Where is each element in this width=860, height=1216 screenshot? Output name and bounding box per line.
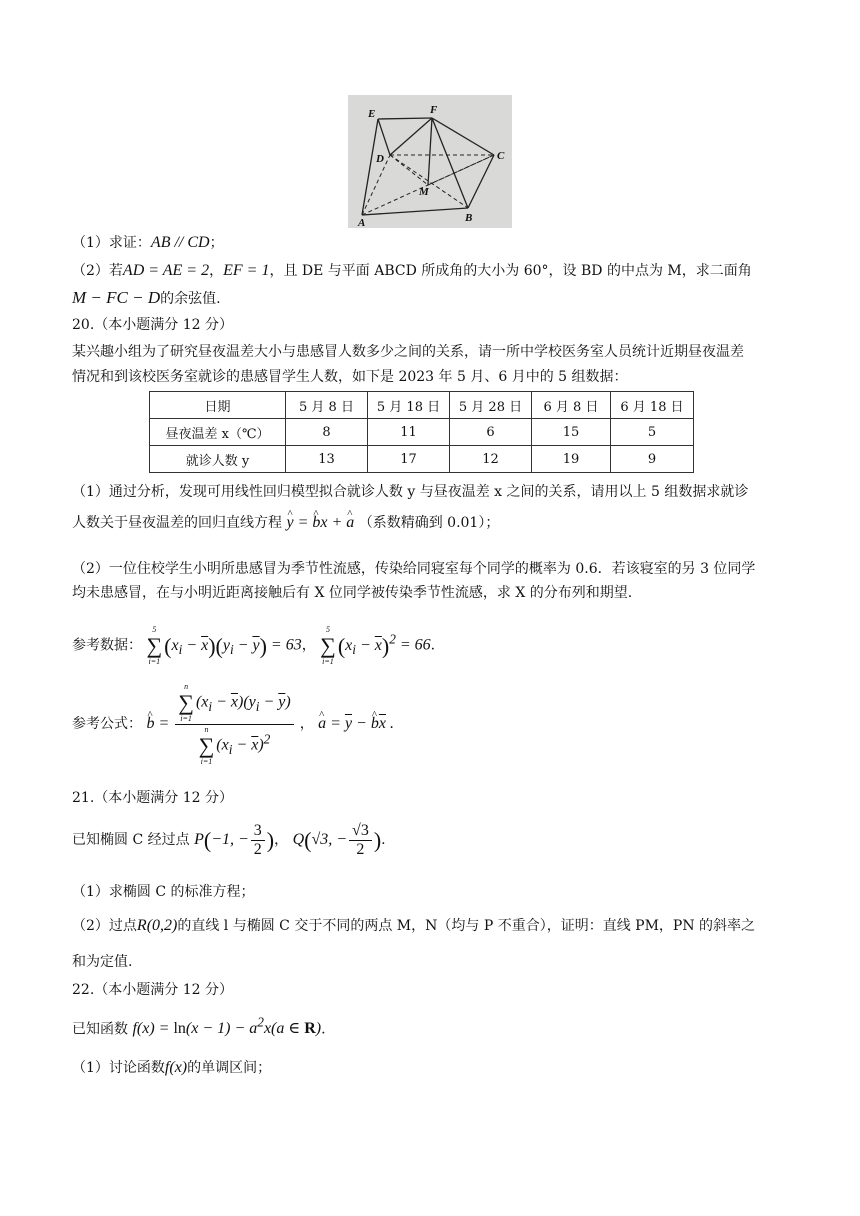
q19-part2-line2: M − FC − D的余弦值. (72, 288, 221, 307)
q20-part1-line1: （1）通过分析，发现可用线性回归模型拟合就诊人数 y 与昼夜温差 x 之间的关系，请用以上 5 组数据求就诊 (72, 484, 749, 500)
table-cell: 5 月 28 日 (450, 392, 532, 419)
reference-formula: 参考公式： ^ b = n ∑ i=1 $(x_i - \overline{x})(y_i - \overline{y})$ n ∑ i=1 $(x_i - \overline{x})^2$ ， ^ $a = \overline{y}$ − ^ $b\overline{x}$ . (72, 682, 394, 767)
label-A: A (358, 217, 366, 228)
regression-equation: ^ y = ^ bx + ^ a (286, 514, 354, 531)
table-cell: 5 月 18 日 (368, 392, 450, 419)
row-label: 昼夜温差 x（℃） (150, 419, 286, 446)
table-cell: 9 (611, 446, 694, 473)
q20-part2-line2: 均未患感冒，在与小明近距离接触后有 X 位同学被传染季节性流感，求 X 的分布列和期望. (72, 585, 633, 601)
q20-part1-line2: 人数关于昼夜温差的回归直线方程 ^ y = ^ bx + ^ a （系数精确到 0.01）； (72, 513, 499, 533)
point-Q: Q(√3, − $\frac{√3}{2}$ ) (292, 822, 382, 858)
table-row-temp (150, 419, 694, 446)
q20-intro-line1: 某兴趣小组为了研究昼夜温差大小与患感冒人数多少之间的关系，请一所中学校医务室人员统计近期昼夜温差 (72, 344, 744, 360)
q21-part2-line2: 和为定值. (72, 954, 133, 970)
table-cell: 5 (611, 419, 694, 446)
q21-part2-line1: （2）过点R(0,2)的直线 l 与椭圆 C 交于不同的两点 M，N（均与 P 不重合），证明：直线 PM，PN 的斜率之 (72, 917, 756, 934)
table-cell: 19 (532, 446, 611, 473)
sum-expression-1: 5 ∑ i=1 $(x_i - \overline{x})(y_i - \overline{y})$ (146, 625, 267, 666)
table-cell: 13 (286, 446, 368, 473)
table-cell: 12 (450, 446, 532, 473)
table-row-dates (150, 392, 694, 419)
label-M: M (419, 186, 429, 198)
q21-intro: 已知椭圆 C 经过点 P(−1, − $\frac{3}{2}$ )， Q(√3, − $\frac{√3}{2}$ ). (72, 822, 386, 858)
q21-part1: （1）求椭圆 C 的标准方程； (72, 884, 255, 900)
table-cell: 11 (368, 419, 450, 446)
pyramid-diagram (348, 95, 512, 228)
q20-intro-line2: 情况和到该校医务室就诊的患感冒学生人数，如下是 2023 年 5 月、6 月中的 5 组数据： (72, 369, 628, 385)
table-cell: 17 (368, 446, 450, 473)
table-cell: 6 月 18 日 (611, 392, 694, 419)
q22-part1: （1）讨论函数f(x)的单调区间； (72, 1059, 272, 1076)
table-cell: 8 (286, 419, 368, 446)
q22-intro: 已知函数 $f(x) = \ln(x - 1) - a^2x(a$ ∈ R). (72, 1015, 326, 1038)
q20-part2-line1: （2）一位住校学生小明所患感冒为季节性流感，传染给同寝室每个同学的概率为 0.6．若该寝室的另 3 位同学 (72, 561, 756, 577)
table-row-patients (150, 446, 694, 473)
label-B: B (465, 212, 473, 224)
reference-data: 参考数据： 5 ∑ i=1 $(x_i - \overline{x})(y_i - \overline{y}) = 63$， 5 ∑ i=1 $(x_i - \overline{x})^2 = 66$. (72, 625, 436, 666)
q19-part1: （1）求证：AB // CD； (72, 234, 224, 251)
label-D: D (376, 153, 384, 165)
function-f: $f(x) = \ln(x - 1) - a^2x(a$ ∈ R) (132, 1015, 322, 1038)
a-hat-formula: ^ $a = \overline{y}$ − ^ $b\overline{x}$ . (318, 715, 394, 732)
label-E: E (368, 108, 376, 120)
row-label: 日期 (150, 392, 286, 419)
sum-expression-2: 5 ∑ i=1 $(x_i - \overline{x})^2$ (320, 625, 396, 666)
table-cell: 6 (450, 419, 532, 446)
q20-header: 20.（本小题满分 12 分） (72, 317, 233, 333)
b-hat-formula: ^ b = n ∑ i=1 $(x_i - \overline{x})(y_i - \overline{y})$ n ∑ i=1 $(x_i - \overline{x})^2$ (146, 715, 299, 732)
q21-header: 21.（本小题满分 12 分） (72, 790, 233, 806)
data-table (149, 391, 694, 473)
table-cell: 6 月 8 日 (532, 392, 611, 419)
q22-header: 22.（本小题满分 12 分） (72, 982, 233, 998)
table-cell: 15 (532, 419, 611, 446)
point-P: P(−1, − $\frac{3}{2}$ ) (194, 822, 275, 858)
label-C: C (497, 150, 505, 162)
label-F: F (430, 104, 438, 116)
row-label: 就诊人数 y (150, 446, 286, 473)
q19-part2-line1: （2）若AD = AE = 2，EF = 1，且 DE 与平面 ABCD 所成角的大小为 60°，设 BD 的中点为 M，求二面角 (72, 262, 752, 279)
geometry-figure (348, 95, 512, 228)
table-cell: 5 月 8 日 (286, 392, 368, 419)
